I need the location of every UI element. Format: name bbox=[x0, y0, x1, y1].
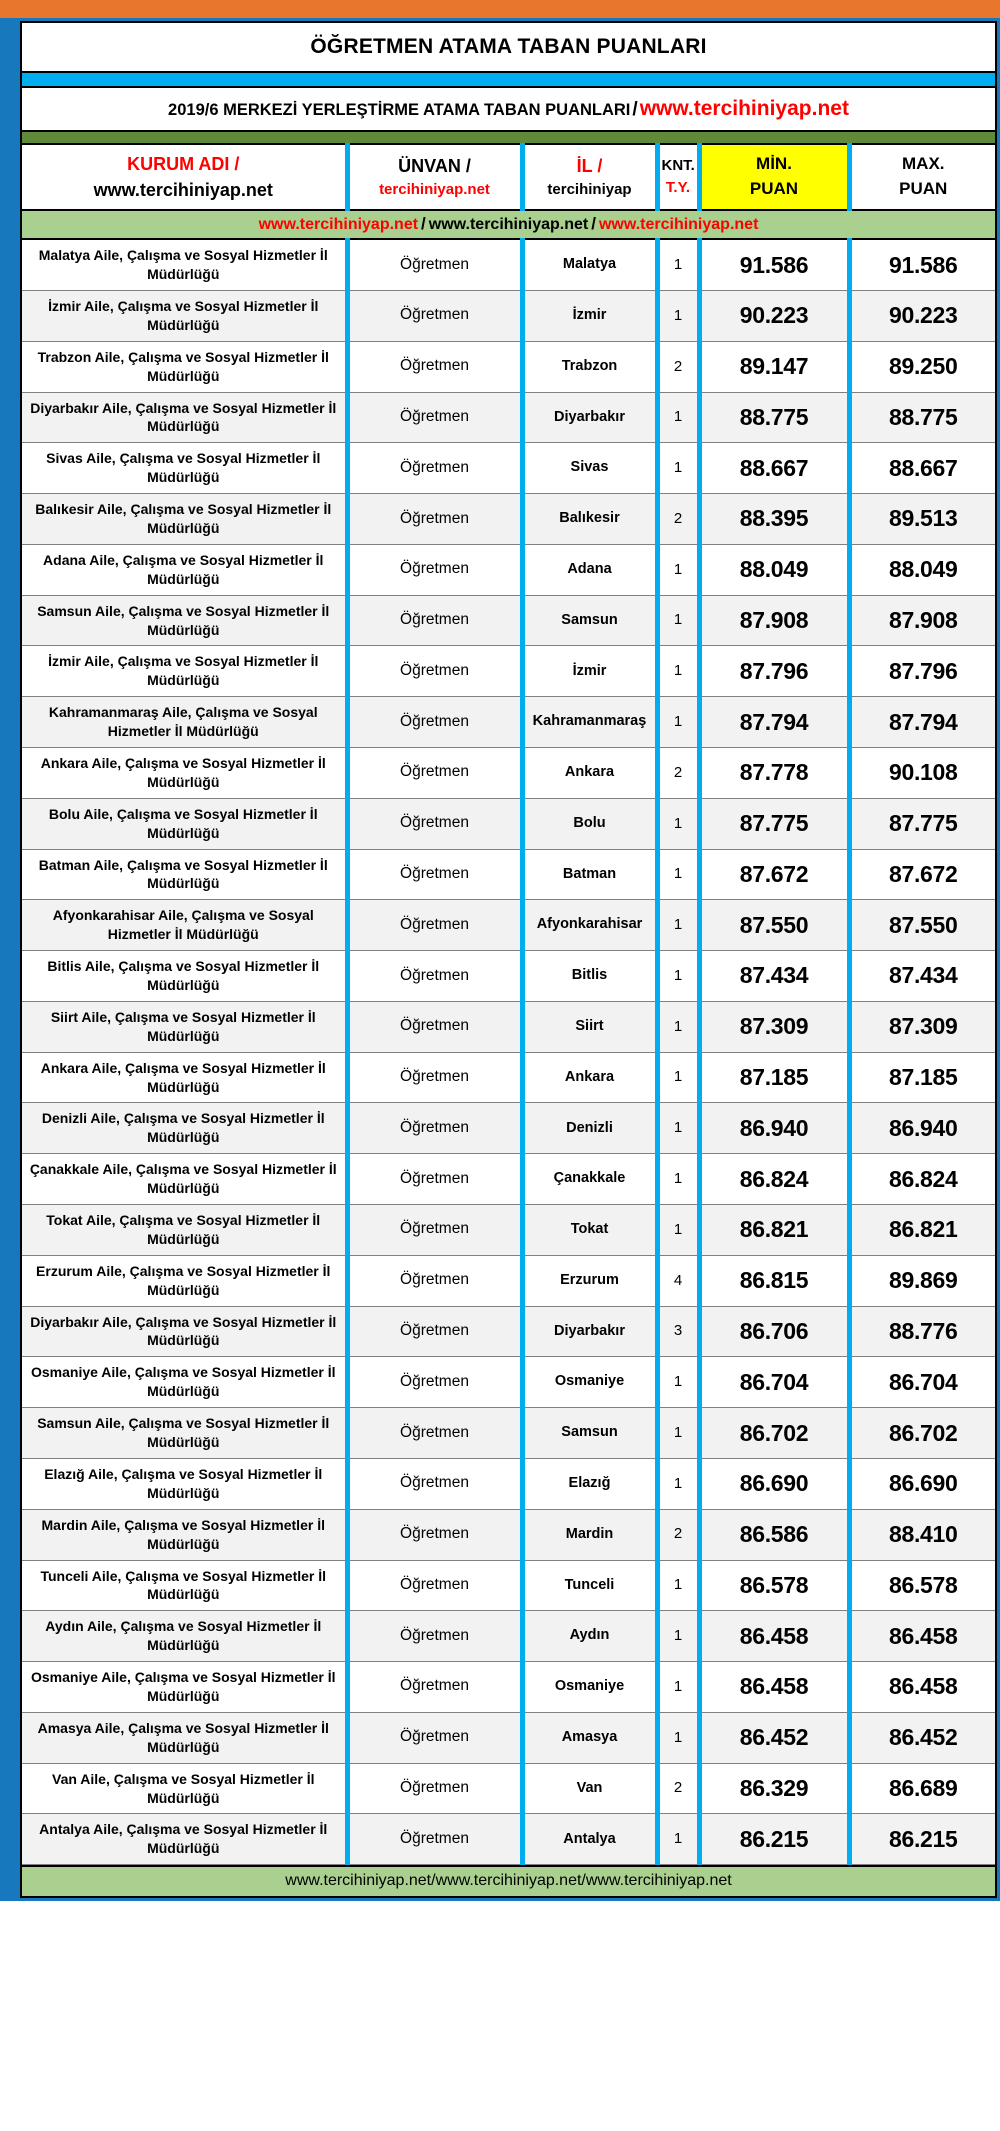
cyan-divider bbox=[22, 73, 995, 88]
cell-kurum-adi: Mardin Aile, Çalışma ve Sosyal Hizmetler İl Müdürlüğü bbox=[22, 1509, 347, 1560]
cell-min-puan: 86.940 bbox=[699, 1103, 849, 1154]
cell-min-puan: 87.908 bbox=[699, 595, 849, 646]
table-row[interactable] bbox=[22, 1611, 995, 1662]
cell-kurum-adi: Amasya Aile, Çalışma ve Sosyal Hizmetler İl Müdürlüğü bbox=[22, 1712, 347, 1763]
column-header-max-puan[interactable] bbox=[849, 144, 995, 210]
table-row[interactable] bbox=[22, 1205, 995, 1256]
cell-min-puan: 88.395 bbox=[699, 494, 849, 545]
cell-unvan: Öğretmen bbox=[347, 1306, 522, 1357]
cell-il: Samsun bbox=[522, 595, 657, 646]
cell-il: Osmaniye bbox=[522, 1662, 657, 1713]
cell-max-puan: 87.309 bbox=[849, 1001, 995, 1052]
cell-min-puan: 86.702 bbox=[699, 1408, 849, 1459]
cell-il: İzmir bbox=[522, 646, 657, 697]
cell-max-puan: 86.704 bbox=[849, 1357, 995, 1408]
cell-kurum-adi: Diyarbakır Aile, Çalışma ve Sosyal Hizmetler İl Müdürlüğü bbox=[22, 392, 347, 443]
cell-unvan: Öğretmen bbox=[347, 443, 522, 494]
footer-link-1[interactable]: www.tercihiniyap.net bbox=[285, 1872, 432, 1890]
cell-knt-ty: 1 bbox=[657, 1712, 699, 1763]
cell-unvan: Öğretmen bbox=[347, 239, 522, 290]
cell-kurum-adi: Osmaniye Aile, Çalışma ve Sosyal Hizmetler İl Müdürlüğü bbox=[22, 1357, 347, 1408]
cell-il: Tokat bbox=[522, 1205, 657, 1256]
cell-max-puan: 86.452 bbox=[849, 1712, 995, 1763]
cell-min-puan: 86.578 bbox=[699, 1560, 849, 1611]
cell-knt-ty: 1 bbox=[657, 1154, 699, 1205]
table-row[interactable] bbox=[22, 1103, 995, 1154]
cell-knt-ty: 1 bbox=[657, 1408, 699, 1459]
cell-unvan: Öğretmen bbox=[347, 1205, 522, 1256]
cell-knt-ty: 1 bbox=[657, 290, 699, 341]
cell-kurum-adi: Van Aile, Çalışma ve Sosyal Hizmetler İl Müdürlüğü bbox=[22, 1763, 347, 1814]
cell-kurum-adi: Tunceli Aile, Çalışma ve Sosyal Hizmetler İl Müdürlüğü bbox=[22, 1560, 347, 1611]
cell-min-puan: 86.824 bbox=[699, 1154, 849, 1205]
cell-knt-ty: 1 bbox=[657, 1052, 699, 1103]
banner-sep-2: / bbox=[591, 214, 596, 234]
cell-il: Diyarbakır bbox=[522, 392, 657, 443]
cell-il: Çanakkale bbox=[522, 1154, 657, 1205]
cell-il: Sivas bbox=[522, 443, 657, 494]
cell-unvan: Öğretmen bbox=[347, 1001, 522, 1052]
table-row[interactable] bbox=[22, 1509, 995, 1560]
cell-unvan: Öğretmen bbox=[347, 1052, 522, 1103]
cell-unvan: Öğretmen bbox=[347, 1255, 522, 1306]
cell-il: Ankara bbox=[522, 748, 657, 799]
footer-sep-1: / bbox=[431, 1872, 436, 1890]
cell-knt-ty: 1 bbox=[657, 443, 699, 494]
cell-max-puan: 87.672 bbox=[849, 849, 995, 900]
cell-min-puan: 86.452 bbox=[699, 1712, 849, 1763]
cell-max-puan: 89.250 bbox=[849, 341, 995, 392]
cell-min-puan: 87.550 bbox=[699, 900, 849, 951]
cell-min-puan: 88.775 bbox=[699, 392, 849, 443]
cell-kurum-adi: Bolu Aile, Çalışma ve Sosyal Hizmetler İl Müdürlüğü bbox=[22, 798, 347, 849]
table-row[interactable] bbox=[22, 1712, 995, 1763]
cell-max-puan: 90.223 bbox=[849, 290, 995, 341]
cell-unvan: Öğretmen bbox=[347, 341, 522, 392]
table-row[interactable] bbox=[22, 1662, 995, 1713]
table-row[interactable] bbox=[22, 392, 995, 443]
column-header-min-puan-line1: MİN. bbox=[756, 154, 792, 174]
cell-max-puan: 91.586 bbox=[849, 239, 995, 290]
cell-unvan: Öğretmen bbox=[347, 544, 522, 595]
cell-min-puan: 86.329 bbox=[699, 1763, 849, 1814]
cell-min-puan: 86.586 bbox=[699, 1509, 849, 1560]
cell-unvan: Öğretmen bbox=[347, 1814, 522, 1865]
top-watermark-banner bbox=[22, 210, 995, 239]
cell-max-puan: 87.434 bbox=[849, 951, 995, 1002]
cell-il: Van bbox=[522, 1763, 657, 1814]
footer-banner-table bbox=[22, 1865, 995, 1896]
cell-unvan: Öğretmen bbox=[347, 646, 522, 697]
table-row[interactable] bbox=[22, 1458, 995, 1509]
table-row[interactable] bbox=[22, 1763, 995, 1814]
cell-il: Siirt bbox=[522, 1001, 657, 1052]
cell-min-puan: 87.796 bbox=[699, 646, 849, 697]
cell-max-puan: 86.458 bbox=[849, 1662, 995, 1713]
cell-il: Balıkesir bbox=[522, 494, 657, 545]
cell-il: Antalya bbox=[522, 1814, 657, 1865]
table-row[interactable] bbox=[22, 1154, 995, 1205]
cell-il: Aydın bbox=[522, 1611, 657, 1662]
subtitle-main: 2019/6 MERKEZİ YERLEŞTİRME ATAMA TABAN PUANLARI bbox=[168, 101, 631, 119]
footer-sep-2: / bbox=[581, 1872, 586, 1890]
column-header-il-line2: tercihiniyap bbox=[547, 181, 632, 199]
cell-il: Kahramanmaraş bbox=[522, 697, 657, 748]
cell-min-puan: 87.775 bbox=[699, 798, 849, 849]
cell-il: Afyonkarahisar bbox=[522, 900, 657, 951]
cell-kurum-adi: Osmaniye Aile, Çalışma ve Sosyal Hizmetler İl Müdürlüğü bbox=[22, 1662, 347, 1713]
cell-max-puan: 86.821 bbox=[849, 1205, 995, 1256]
table-row[interactable] bbox=[22, 646, 995, 697]
cell-knt-ty: 2 bbox=[657, 1763, 699, 1814]
cell-unvan: Öğretmen bbox=[347, 1458, 522, 1509]
cell-min-puan: 86.704 bbox=[699, 1357, 849, 1408]
top-watermark-banner-cell bbox=[22, 210, 995, 239]
cell-max-puan: 88.410 bbox=[849, 1509, 995, 1560]
cell-max-puan: 86.578 bbox=[849, 1560, 995, 1611]
cell-kurum-adi: Erzurum Aile, Çalışma ve Sosyal Hizmetler İl Müdürlüğü bbox=[22, 1255, 347, 1306]
cell-knt-ty: 2 bbox=[657, 1509, 699, 1560]
green-divider bbox=[22, 132, 995, 143]
table-row[interactable] bbox=[22, 494, 995, 545]
cell-unvan: Öğretmen bbox=[347, 1662, 522, 1713]
cell-knt-ty: 1 bbox=[657, 544, 699, 595]
column-header-unvan-line2: tercihiniyap.net bbox=[379, 181, 490, 199]
cell-knt-ty: 1 bbox=[657, 595, 699, 646]
cell-kurum-adi: Ankara Aile, Çalışma ve Sosyal Hizmetler İl Müdürlüğü bbox=[22, 748, 347, 799]
cell-kurum-adi: Denizli Aile, Çalışma ve Sosyal Hizmetler İl Müdürlüğü bbox=[22, 1103, 347, 1154]
cell-il: Samsun bbox=[522, 1408, 657, 1459]
cell-knt-ty: 3 bbox=[657, 1306, 699, 1357]
cell-min-puan: 90.223 bbox=[699, 290, 849, 341]
cell-knt-ty: 1 bbox=[657, 1560, 699, 1611]
table-row[interactable] bbox=[22, 798, 995, 849]
cell-knt-ty: 2 bbox=[657, 748, 699, 799]
footer-link-3[interactable]: www.tercihiniyap.net bbox=[585, 1872, 732, 1890]
cell-min-puan: 89.147 bbox=[699, 341, 849, 392]
cell-max-puan: 86.940 bbox=[849, 1103, 995, 1154]
cell-kurum-adi: Tokat Aile, Çalışma ve Sosyal Hizmetler İl Müdürlüğü bbox=[22, 1205, 347, 1256]
cell-knt-ty: 1 bbox=[657, 1205, 699, 1256]
cell-min-puan: 86.815 bbox=[699, 1255, 849, 1306]
cell-max-puan: 86.458 bbox=[849, 1611, 995, 1662]
table-row[interactable] bbox=[22, 1408, 995, 1459]
subtitle-site-link[interactable]: www.tercihiniyap.net bbox=[639, 97, 849, 120]
cell-knt-ty: 1 bbox=[657, 1814, 699, 1865]
cell-il: Ankara bbox=[522, 1052, 657, 1103]
cell-max-puan: 87.775 bbox=[849, 798, 995, 849]
table-row[interactable] bbox=[22, 1306, 995, 1357]
table-row[interactable] bbox=[22, 697, 995, 748]
subtitle-separator: / bbox=[632, 99, 638, 120]
cell-il: Bolu bbox=[522, 798, 657, 849]
cell-unvan: Öğretmen bbox=[347, 1560, 522, 1611]
cell-knt-ty: 1 bbox=[657, 1662, 699, 1713]
cell-knt-ty: 1 bbox=[657, 1001, 699, 1052]
cell-unvan: Öğretmen bbox=[347, 748, 522, 799]
cell-kurum-adi: Sivas Aile, Çalışma ve Sosyal Hizmetler İl Müdürlüğü bbox=[22, 443, 347, 494]
column-header-min-puan[interactable] bbox=[699, 144, 849, 210]
cell-knt-ty: 1 bbox=[657, 239, 699, 290]
blue-frame bbox=[0, 18, 1000, 1901]
cell-knt-ty: 1 bbox=[657, 697, 699, 748]
cell-kurum-adi: Elazığ Aile, Çalışma ve Sosyal Hizmetler İl Müdürlüğü bbox=[22, 1458, 347, 1509]
column-header-il-line1: İL / bbox=[576, 156, 603, 177]
cell-kurum-adi: Afyonkarahisar Aile, Çalışma ve Sosyal Hizmetler İl Müdürlüğü bbox=[22, 900, 347, 951]
column-header-knt: KNT. bbox=[661, 157, 695, 175]
table-row[interactable] bbox=[22, 849, 995, 900]
banner-link-3[interactable]: www.tercihiniyap.net bbox=[598, 216, 759, 234]
cell-knt-ty: 2 bbox=[657, 494, 699, 545]
cell-max-puan: 87.794 bbox=[849, 697, 995, 748]
cell-il: Diyarbakır bbox=[522, 1306, 657, 1357]
column-header-max-puan-line1: MAX. bbox=[902, 154, 945, 174]
cell-max-puan: 89.869 bbox=[849, 1255, 995, 1306]
cell-kurum-adi: Adana Aile, Çalışma ve Sosyal Hizmetler İl Müdürlüğü bbox=[22, 544, 347, 595]
cell-knt-ty: 2 bbox=[657, 341, 699, 392]
column-header-il[interactable] bbox=[522, 144, 657, 210]
cell-il: Adana bbox=[522, 544, 657, 595]
cell-min-puan: 86.458 bbox=[699, 1662, 849, 1713]
document-body bbox=[20, 21, 997, 1898]
cell-max-puan: 88.667 bbox=[849, 443, 995, 494]
cell-kurum-adi: Diyarbakır Aile, Çalışma ve Sosyal Hizmetler İl Müdürlüğü bbox=[22, 1306, 347, 1357]
cell-il: Mardin bbox=[522, 1509, 657, 1560]
cell-max-puan: 86.690 bbox=[849, 1458, 995, 1509]
cell-min-puan: 87.794 bbox=[699, 697, 849, 748]
table-row[interactable] bbox=[22, 595, 995, 646]
table-row[interactable] bbox=[22, 443, 995, 494]
cell-il: Batman bbox=[522, 849, 657, 900]
cell-knt-ty: 1 bbox=[657, 1357, 699, 1408]
cell-unvan: Öğretmen bbox=[347, 697, 522, 748]
cell-unvan: Öğretmen bbox=[347, 1154, 522, 1205]
cell-min-puan: 86.690 bbox=[699, 1458, 849, 1509]
column-header-kurum-adi-line1: KURUM ADI / bbox=[127, 154, 240, 174]
cell-min-puan: 86.458 bbox=[699, 1611, 849, 1662]
scores-table bbox=[22, 143, 995, 1865]
cell-max-puan: 86.702 bbox=[849, 1408, 995, 1459]
banner-sep-1: / bbox=[421, 214, 426, 234]
cell-unvan: Öğretmen bbox=[347, 951, 522, 1002]
cell-unvan: Öğretmen bbox=[347, 290, 522, 341]
cell-kurum-adi: Çanakkale Aile, Çalışma ve Sosyal Hizmetler İl Müdürlüğü bbox=[22, 1154, 347, 1205]
cell-unvan: Öğretmen bbox=[347, 595, 522, 646]
cell-kurum-adi: Antalya Aile, Çalışma ve Sosyal Hizmetler İl Müdürlüğü bbox=[22, 1814, 347, 1865]
cell-kurum-adi: İzmir Aile, Çalışma ve Sosyal Hizmetler İl Müdürlüğü bbox=[22, 290, 347, 341]
cell-max-puan: 90.108 bbox=[849, 748, 995, 799]
cell-min-puan: 86.706 bbox=[699, 1306, 849, 1357]
cell-max-puan: 89.513 bbox=[849, 494, 995, 545]
table-header-row bbox=[22, 144, 995, 210]
cell-kurum-adi: Malatya Aile, Çalışma ve Sosyal Hizmetler İl Müdürlüğü bbox=[22, 239, 347, 290]
cell-kurum-adi: Batman Aile, Çalışma ve Sosyal Hizmetler İl Müdürlüğü bbox=[22, 849, 347, 900]
cell-kurum-adi: Samsun Aile, Çalışma ve Sosyal Hizmetler İl Müdürlüğü bbox=[22, 1408, 347, 1459]
cell-kurum-adi: Siirt Aile, Çalışma ve Sosyal Hizmetler İl Müdürlüğü bbox=[22, 1001, 347, 1052]
cell-unvan: Öğretmen bbox=[347, 1712, 522, 1763]
cell-min-puan: 88.667 bbox=[699, 443, 849, 494]
cell-knt-ty: 1 bbox=[657, 1611, 699, 1662]
cell-kurum-adi: Bitlis Aile, Çalışma ve Sosyal Hizmetler İl Müdürlüğü bbox=[22, 951, 347, 1002]
cell-unvan: Öğretmen bbox=[347, 1103, 522, 1154]
cell-min-puan: 87.434 bbox=[699, 951, 849, 1002]
cell-unvan: Öğretmen bbox=[347, 1611, 522, 1662]
cell-il: Amasya bbox=[522, 1712, 657, 1763]
cell-knt-ty: 1 bbox=[657, 900, 699, 951]
cell-knt-ty: 1 bbox=[657, 646, 699, 697]
cell-knt-ty: 1 bbox=[657, 798, 699, 849]
cell-min-puan: 91.586 bbox=[699, 239, 849, 290]
cell-kurum-adi: Kahramanmaraş Aile, Çalışma ve Sosyal Hizmetler İl Müdürlüğü bbox=[22, 697, 347, 748]
cell-kurum-adi: Ankara Aile, Çalışma ve Sosyal Hizmetler İl Müdürlüğü bbox=[22, 1052, 347, 1103]
table-row[interactable] bbox=[22, 748, 995, 799]
cell-unvan: Öğretmen bbox=[347, 798, 522, 849]
cell-kurum-adi: Aydın Aile, Çalışma ve Sosyal Hizmetler İl Müdürlüğü bbox=[22, 1611, 347, 1662]
column-header-ty: T.Y. bbox=[665, 179, 691, 197]
cell-knt-ty: 1 bbox=[657, 849, 699, 900]
table-row[interactable] bbox=[22, 951, 995, 1002]
table-row[interactable] bbox=[22, 544, 995, 595]
cell-min-puan: 86.215 bbox=[699, 1814, 849, 1865]
cell-kurum-adi: İzmir Aile, Çalışma ve Sosyal Hizmetler İl Müdürlüğü bbox=[22, 646, 347, 697]
column-header-unvan-line1: ÜNVAN / bbox=[398, 156, 471, 177]
table-row[interactable] bbox=[22, 341, 995, 392]
cell-min-puan: 87.309 bbox=[699, 1001, 849, 1052]
banner-link-2[interactable]: www.tercihiniyap.net bbox=[428, 216, 589, 234]
top-orange-strip bbox=[0, 0, 1000, 18]
table-row[interactable] bbox=[22, 290, 995, 341]
cell-max-puan: 87.908 bbox=[849, 595, 995, 646]
cell-max-puan: 87.185 bbox=[849, 1052, 995, 1103]
cell-il: Osmaniye bbox=[522, 1357, 657, 1408]
cell-max-puan: 88.776 bbox=[849, 1306, 995, 1357]
cell-knt-ty: 1 bbox=[657, 392, 699, 443]
bottom-watermark-banner bbox=[22, 1866, 995, 1896]
cell-unvan: Öğretmen bbox=[347, 1763, 522, 1814]
cell-knt-ty: 1 bbox=[657, 1458, 699, 1509]
cell-max-puan: 86.824 bbox=[849, 1154, 995, 1205]
cell-il: Tunceli bbox=[522, 1560, 657, 1611]
column-header-unvan[interactable] bbox=[347, 144, 522, 210]
cell-unvan: Öğretmen bbox=[347, 1408, 522, 1459]
table-row[interactable] bbox=[22, 1255, 995, 1306]
table-row[interactable] bbox=[22, 1357, 995, 1408]
cell-max-puan: 86.689 bbox=[849, 1763, 995, 1814]
table-row[interactable] bbox=[22, 900, 995, 951]
cell-unvan: Öğretmen bbox=[347, 392, 522, 443]
cell-min-puan: 88.049 bbox=[699, 544, 849, 595]
cell-min-puan: 87.672 bbox=[699, 849, 849, 900]
bottom-watermark-banner-cell bbox=[22, 1866, 995, 1896]
table-row[interactable] bbox=[22, 1001, 995, 1052]
cell-il: Malatya bbox=[522, 239, 657, 290]
cell-knt-ty: 1 bbox=[657, 1103, 699, 1154]
cell-kurum-adi: Trabzon Aile, Çalışma ve Sosyal Hizmetler İl Müdürlüğü bbox=[22, 341, 347, 392]
subtitle-bar bbox=[22, 88, 995, 132]
table-row[interactable] bbox=[22, 1052, 995, 1103]
cell-max-puan: 87.796 bbox=[849, 646, 995, 697]
footer-link-2[interactable]: www.tercihiniyap.net bbox=[435, 1872, 582, 1890]
column-header-kurum-adi[interactable] bbox=[22, 144, 347, 210]
cell-unvan: Öğretmen bbox=[347, 1357, 522, 1408]
cell-knt-ty: 4 bbox=[657, 1255, 699, 1306]
cell-knt-ty: 1 bbox=[657, 951, 699, 1002]
cell-unvan: Öğretmen bbox=[347, 1509, 522, 1560]
cell-unvan: Öğretmen bbox=[347, 900, 522, 951]
cell-max-puan: 88.049 bbox=[849, 544, 995, 595]
table-row[interactable] bbox=[22, 1560, 995, 1611]
cell-il: Bitlis bbox=[522, 951, 657, 1002]
cell-max-puan: 86.215 bbox=[849, 1814, 995, 1865]
cell-unvan: Öğretmen bbox=[347, 494, 522, 545]
column-header-max-puan-line2: PUAN bbox=[899, 179, 948, 199]
banner-link-1[interactable]: www.tercihiniyap.net bbox=[258, 216, 419, 234]
cell-min-puan: 86.821 bbox=[699, 1205, 849, 1256]
page-title: ÖĞRETMEN ATAMA TABAN PUANLARI bbox=[22, 23, 995, 73]
column-header-knt-ty[interactable] bbox=[657, 144, 699, 210]
cell-il: Trabzon bbox=[522, 341, 657, 392]
cell-min-puan: 87.185 bbox=[699, 1052, 849, 1103]
cell-max-puan: 88.775 bbox=[849, 392, 995, 443]
table-row[interactable] bbox=[22, 1814, 995, 1865]
cell-il: Elazığ bbox=[522, 1458, 657, 1509]
cell-il: İzmir bbox=[522, 290, 657, 341]
cell-min-puan: 87.778 bbox=[699, 748, 849, 799]
cell-max-puan: 87.550 bbox=[849, 900, 995, 951]
cell-il: Erzurum bbox=[522, 1255, 657, 1306]
cell-unvan: Öğretmen bbox=[347, 849, 522, 900]
cell-kurum-adi: Balıkesir Aile, Çalışma ve Sosyal Hizmetler İl Müdürlüğü bbox=[22, 494, 347, 545]
table-row[interactable] bbox=[22, 239, 995, 290]
cell-il: Denizli bbox=[522, 1103, 657, 1154]
column-header-min-puan-line2: PUAN bbox=[749, 179, 799, 199]
cell-kurum-adi: Samsun Aile, Çalışma ve Sosyal Hizmetler İl Müdürlüğü bbox=[22, 595, 347, 646]
column-header-kurum-adi-line2: www.tercihiniyap.net bbox=[93, 180, 273, 201]
